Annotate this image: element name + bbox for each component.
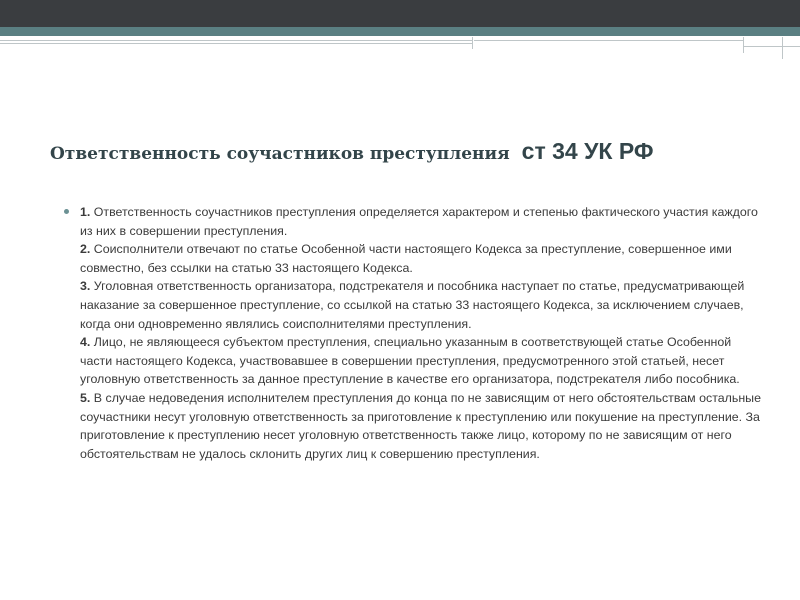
divider-tick — [782, 37, 783, 59]
divider-line — [0, 40, 472, 41]
article-paragraphs — [80, 203, 766, 463]
paragraph-text: Лицо, не являющееся субъектом преступления, специально указанным в соответствующей статье Особенной части настоящего Кодекса, участвовавшее в совершении преступления, предусмотренного этой статьей, несет уголовную ответственность за данное преступление в качестве его организатора, подстрекателя либо пособника. — [80, 335, 740, 387]
paragraph-number: 3. — [80, 279, 91, 294]
paragraph-number: 2. — [80, 242, 91, 257]
slide-title-article-ref: ст 34 УК РФ — [521, 138, 654, 164]
divider-line — [474, 40, 744, 41]
divider-line — [744, 46, 800, 47]
slide-title — [50, 138, 770, 165]
article-body — [66, 203, 766, 463]
paragraph-text: В случае недоведения исполнителем преступления до конца по не зависящим от него обстоятельствам остальные соучастники несут уголовную ответственность за приготовление к преступлению или покушение на преступление. За приготовление к преступлению несет уголовную ответственность также лицо, которому по не зависящим от него обстоятельствам не удалось склонить других лиц к совершению преступления. — [80, 390, 761, 461]
divider-tick — [472, 37, 473, 49]
paragraph-text: Ответственность соучастников преступления определяется характером и степенью фактического участия каждого из них в совершении преступления. — [80, 205, 758, 238]
paragraph-number: 5. — [80, 390, 91, 405]
paragraph-number: 1. — [80, 205, 91, 219]
header-bar — [0, 0, 800, 27]
divider-tick — [743, 37, 744, 53]
paragraph-text: Уголовная ответственность организатора, подстрекателя и пособника наступает по статье, предусматривающей наказание за совершенное преступление, со ссылкой на статью 33 настоящего Кодекса, за исключением случаев, когда они одновременно являлись соисполнителями преступления. — [80, 279, 745, 331]
divider-line — [0, 43, 472, 44]
paragraph-number: 4. — [80, 335, 91, 350]
bullet-icon — [64, 209, 69, 214]
slide-title-text: Ответственность соучастников преступления — [50, 144, 510, 164]
paragraph-text: Соисполнители отвечают по статье Особенной части настоящего Кодекса за преступление, совершенное ими совместно, без ссылки на статью 33 настоящего Кодекса. — [80, 242, 732, 275]
header-accent-stripe — [0, 27, 800, 36]
